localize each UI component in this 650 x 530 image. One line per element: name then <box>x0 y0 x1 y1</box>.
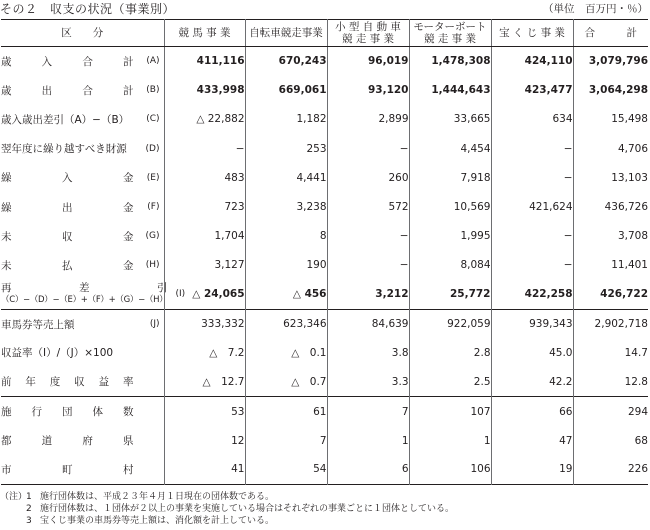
table-cell: 6 <box>327 455 409 484</box>
table-cell: 670,243 <box>245 47 327 76</box>
table-cell: 1,478,308 <box>409 47 491 76</box>
table-row <box>1 280 648 309</box>
footnote: 3 宝くじ事業の車馬券等売上額は、消化額を計上している。 <box>26 516 275 526</box>
table-cell: 424,110 <box>491 47 573 76</box>
table-cell: 13,103 <box>611 171 648 184</box>
header-col: 小 型 自 動 車 競 走 事 業 <box>327 20 409 47</box>
table-cell: 433,998 <box>164 76 245 105</box>
table-cell: 25,772 <box>409 280 491 309</box>
row-label: 車馬券等売上額 (J) <box>1 309 164 338</box>
table-cell: 411,116 <box>164 47 245 76</box>
table-cell: 8 <box>245 222 327 251</box>
table-cell: 1,704 <box>164 222 245 251</box>
table-cell: 61 <box>245 397 327 426</box>
header-col: 宝 く じ 事 業 <box>491 20 573 47</box>
table-row <box>1 368 648 397</box>
table-cell: 53 <box>164 397 245 426</box>
table-cell: 669,061 <box>245 76 327 105</box>
table-cell: 483 <box>164 163 245 192</box>
table-cell: 8,084 <box>409 251 491 280</box>
row-label: 繰 出 金 (F) <box>1 192 164 221</box>
table-cell: 333,332 <box>164 309 245 338</box>
table-cell: − <box>327 251 409 280</box>
table-cell: 10,569 <box>409 192 491 221</box>
table-cell: 45.0 <box>491 338 573 367</box>
table-cell: − <box>164 134 245 163</box>
row-label: 前 年 度 収 益 率 <box>1 368 164 397</box>
row-label: 収益率（I）/（J）×100 <box>1 338 164 367</box>
table-cell: △ 0.1 <box>245 338 327 367</box>
table-cell: 634 <box>491 105 573 134</box>
table-cell: 68 <box>634 434 648 447</box>
footnotes <box>0 491 454 527</box>
table-cell: − <box>327 134 409 163</box>
row-label: 市 町 村 <box>1 455 164 484</box>
table-row <box>1 105 648 134</box>
table-cell: 1,995 <box>409 222 491 251</box>
table-cell: 12 <box>164 426 245 455</box>
table-cell: 260 <box>327 163 409 192</box>
table-row <box>1 134 648 163</box>
header-col: モーターボート 競 走 事 業 <box>409 20 491 47</box>
table-cell: △ 12.7 <box>164 368 245 397</box>
table-cell: 15,498 <box>611 113 648 126</box>
table-cell: 4,441 <box>245 163 327 192</box>
table-cell: 421,624 <box>491 192 573 221</box>
header-item: 区 分 <box>1 20 164 47</box>
table-cell: 41 <box>164 455 245 484</box>
page-title: その２ 収支の状況（事業別） <box>0 2 176 16</box>
table-cell: 939,343 <box>491 309 573 338</box>
table-cell: − <box>491 134 573 163</box>
row-label: 施 行 団 体 数 <box>1 397 164 426</box>
table-row <box>1 455 648 484</box>
table-cell: △ 456 <box>245 280 327 309</box>
table-cell: 436,726 <box>604 201 648 214</box>
table-cell: 723 <box>164 192 245 221</box>
table-cell: 33,665 <box>409 105 491 134</box>
table-row <box>1 163 648 192</box>
table-cell: 422,258 <box>491 280 573 309</box>
table-cell: 1,444,643 <box>409 76 491 105</box>
table-cell: 3.8 <box>327 338 409 367</box>
table-cell: 226 <box>627 463 648 476</box>
row-label: 翌年度に繰り越すべき財源 (D) <box>1 134 164 163</box>
table-cell: 7 <box>245 426 327 455</box>
table-cell: − <box>491 251 573 280</box>
table-cell: 623,346 <box>245 309 327 338</box>
footnote: （注） 1 施行団体数は、平成２３年４月１日現在の団体数である。 <box>0 492 275 502</box>
table-cell: 3,127 <box>164 251 245 280</box>
table-cell: 2.8 <box>409 338 491 367</box>
table-cell: 11,401 <box>611 259 648 272</box>
row-label: 歳 入 合 計 (A) <box>1 47 164 76</box>
row-label: 再 差 引 （C）−（D）−（E）+（F）+（G）−（H） (I) <box>1 280 164 309</box>
table-row <box>1 426 648 455</box>
table-cell: △ 22,882 <box>164 105 245 134</box>
revenue-table <box>1 19 648 485</box>
table-cell: 66 <box>491 397 573 426</box>
table-cell: 1 <box>409 426 491 455</box>
row-label: 都 道 府 県 <box>1 426 164 455</box>
table-cell: 14.7 <box>624 346 648 359</box>
table-cell: 7,918 <box>409 163 491 192</box>
table-row <box>1 47 648 76</box>
table-cell: 54 <box>245 455 327 484</box>
table-cell: 1 <box>327 426 409 455</box>
table-cell: 42.2 <box>491 368 573 397</box>
table-row <box>1 222 648 251</box>
row-label: 繰 入 金 (E) <box>1 163 164 192</box>
table-row <box>1 309 648 338</box>
table-cell: 47 <box>491 426 573 455</box>
table-cell: 93,120 <box>327 76 409 105</box>
table-cell: 3,212 <box>327 280 409 309</box>
table-cell: △ 0.7 <box>245 368 327 397</box>
table-cell: 2.5 <box>409 368 491 397</box>
table-cell: 294 <box>573 397 648 426</box>
header-col: 自転車競走事業 <box>245 20 327 47</box>
table-cell: 3,064,298 <box>588 84 648 97</box>
unit-label: （単位 百万円・％） <box>543 3 648 15</box>
header-col: 合 計 <box>573 20 648 47</box>
table-cell: 3.3 <box>327 368 409 397</box>
table-cell: 4,454 <box>409 134 491 163</box>
table-row <box>1 338 648 367</box>
table-cell: 3,079,796 <box>588 55 648 68</box>
table-cell: 3,238 <box>245 192 327 221</box>
table-cell: 190 <box>245 251 327 280</box>
table-cell: 12.8 <box>624 375 648 388</box>
table-cell: △ 24,065 <box>164 280 245 309</box>
footnote: 2 施行団体数は、１団体が２以上の事業を実施している場合はそれぞれの事業ごとに１団体としている。 <box>26 504 455 514</box>
row-label: 歳 出 合 計 (B) <box>1 76 164 105</box>
header-col: 競 馬 事 業 <box>164 20 245 47</box>
table-cell: − <box>327 222 409 251</box>
table-cell: 4,706 <box>617 142 648 155</box>
table-row <box>1 192 648 221</box>
table-cell: − <box>491 163 573 192</box>
table-cell: 572 <box>327 192 409 221</box>
table-cell: 426,722 <box>600 288 648 301</box>
table-cell: 3,708 <box>617 230 648 243</box>
table-cell: − <box>491 222 573 251</box>
table-cell: 19 <box>491 455 573 484</box>
row-label: 未 払 金 (H) <box>1 251 164 280</box>
table-cell: 7 <box>327 397 409 426</box>
table-cell: 2,899 <box>327 105 409 134</box>
table-cell: 423,477 <box>491 76 573 105</box>
table-row <box>1 397 648 426</box>
row-label: 未 収 金 (G) <box>1 222 164 251</box>
row-label: 歳入歳出差引（A）−（B） (C) <box>1 105 164 134</box>
table-cell: △ 7.2 <box>164 338 245 367</box>
table-row <box>1 251 648 280</box>
table-cell: 253 <box>245 134 327 163</box>
table-cell: 922,059 <box>409 309 491 338</box>
table-cell: 1,182 <box>245 105 327 134</box>
header-row <box>1 20 648 47</box>
table-cell: 2,902,718 <box>573 309 648 338</box>
table-cell: 96,019 <box>327 47 409 76</box>
table-row <box>1 76 648 105</box>
table-cell: 84,639 <box>327 309 409 338</box>
table-cell: 106 <box>409 455 491 484</box>
table-cell: 107 <box>409 397 491 426</box>
